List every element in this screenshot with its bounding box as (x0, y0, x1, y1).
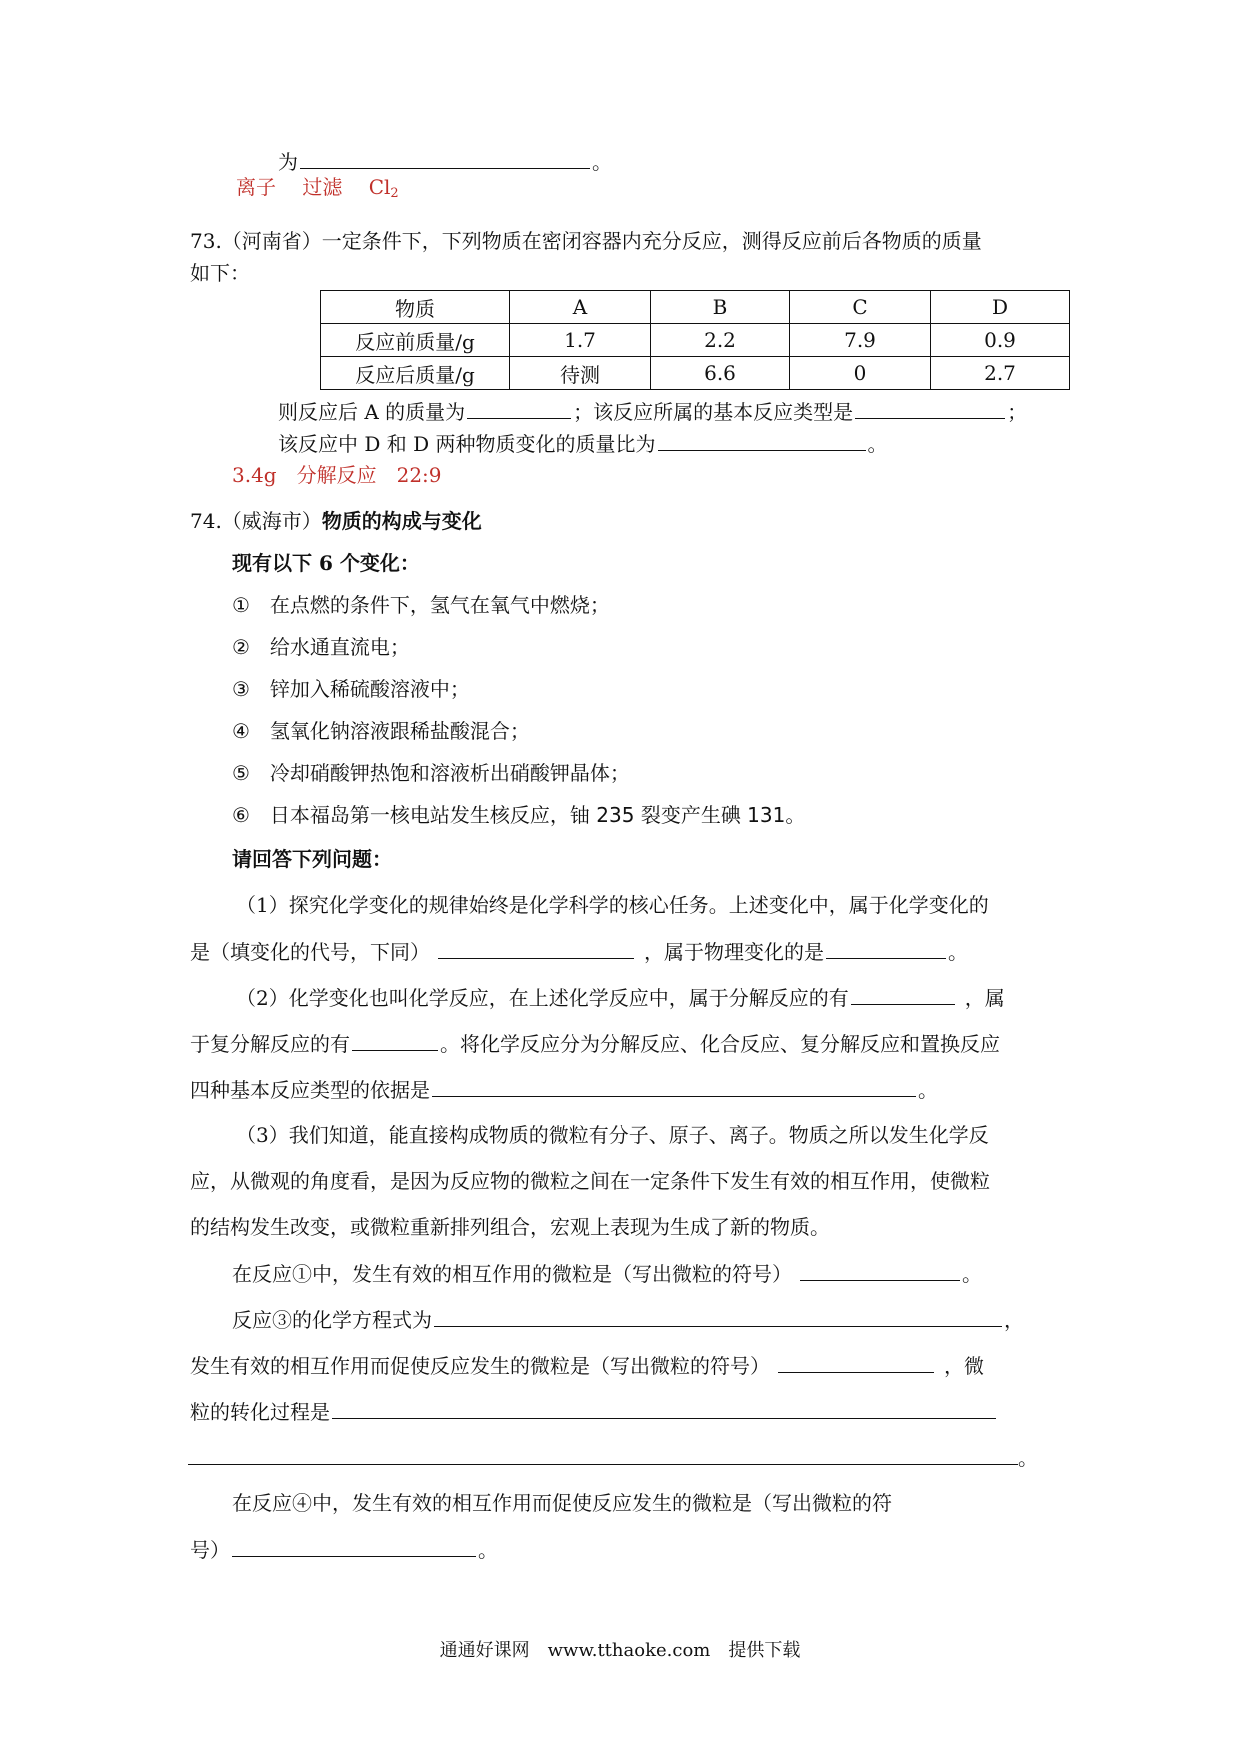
q74-title-bold: 物质的构成与变化 (321, 509, 482, 533)
table-cell: 反应前质量/g (321, 324, 510, 357)
q74-p2-text-e: 四种基本反应类型的依据是 (190, 1078, 430, 1102)
q73-q2-end: ； (1007, 400, 1028, 424)
table-header-cell: A (510, 291, 651, 324)
table-cell: 1.7 (510, 324, 651, 357)
q72-answer-line (278, 148, 612, 175)
table-cell: 待测 (510, 357, 651, 390)
q73-mass-table (320, 290, 1070, 390)
q74-r1-line (232, 1260, 982, 1287)
q74-r1-end: 。 (962, 1262, 982, 1286)
q74-title-prefix: 74.（威海市） (190, 509, 322, 533)
answer-blank[interactable] (438, 938, 634, 959)
q72-line-prefix: 为 (278, 150, 298, 174)
answer-blank[interactable] (826, 938, 946, 959)
q74-r3-line4-end: 。 (1018, 1446, 1038, 1470)
q74-p1-text-c: 。 (948, 940, 968, 964)
list-item: ④ 氢氧化钠溶液跟稀盐酸混合； (232, 719, 530, 743)
q74-r3-end: ， (1004, 1308, 1024, 1332)
q72-answer-1: 离子 (236, 175, 276, 199)
answer-blank[interactable] (434, 1306, 1002, 1327)
q74-p3-line1: （3）我们知道，能直接构成物质的微粒有分子、原子、离子。物质之所以发生化学反 (236, 1123, 989, 1147)
q72-answer-2: 过滤 (302, 175, 343, 199)
answer-blank[interactable] (352, 1030, 438, 1051)
table-cell: 6.6 (651, 357, 790, 390)
table-cell: 0 (790, 357, 931, 390)
answer-blank[interactable] (467, 398, 571, 419)
list-item: ⑥ 日本福岛第一核电站发生核反应，铀 235 裂变产生碘 131。 (232, 803, 806, 827)
table-cell: 2.7 (931, 357, 1070, 390)
q74-p1-text-b: ，属于物理变化的是 (644, 940, 824, 964)
q74-r3-text-b: 发生有效的相互作用而促使反应发生的微粒是（写出微粒的符号） (190, 1354, 770, 1378)
q72-answer-3: $Cl_2$ (368, 175, 399, 201)
q74-p2-text-d: 。将化学反应分为分解反应、化合反应、复分解反应和置换反应 (440, 1032, 1000, 1056)
q72-answers (236, 174, 399, 207)
table-cell: 2.2 (651, 324, 790, 357)
q72-line-suffix: 。 (592, 150, 612, 174)
answer-blank[interactable] (778, 1352, 934, 1373)
list-item: ③ 锌加入稀硫酸溶液中； (232, 677, 470, 701)
table-header-cell: C (790, 291, 931, 324)
q74-p2-line3 (190, 1076, 938, 1103)
answer-blank[interactable] (188, 1444, 1018, 1465)
table-cell: 反应后质量/g (321, 357, 510, 390)
q74-p2-text-a: （2）化学变化也叫化学反应，在上述化学反应中，属于分解反应的有 (236, 986, 849, 1010)
q74-r3-line4 (188, 1444, 1038, 1471)
q74-p3-line3: 的结构发生改变，或微粒重新排列组合，宏观上表现为生成了新的物质。 (190, 1215, 830, 1239)
q74-r1-text: 在反应①中，发生有效的相互作用的微粒是（写出微粒的符号） (232, 1262, 792, 1286)
list-item: ① 在点燃的条件下，氢气在氧气中燃烧； (232, 593, 610, 617)
q74-r3-text-d: 粒的转化过程是 (190, 1400, 330, 1424)
answer-blank[interactable] (232, 1536, 476, 1557)
q74-ask: 请回答下列问题： (232, 847, 392, 871)
q73-q1-text: 则反应后 A 的质量为 (278, 400, 466, 424)
answer-blank[interactable] (658, 430, 866, 451)
q73-q3-text: 该反应中 D 和 D 两种物质变化的质量比为 (278, 432, 656, 456)
q73-q3-end: 。 (867, 432, 888, 456)
answer-blank[interactable] (300, 148, 590, 169)
q73-q2-text: ；该反应所属的基本反应类型是 (573, 400, 854, 424)
q74-r3-line1 (232, 1306, 1024, 1333)
q74-p3-line2: 应，从微观的角度看，是因为反应物的微粒之间在一定条件下发生有效的相互作用，使微粒 (190, 1169, 990, 1193)
q74-r3-text: 反应③的化学方程式为 (232, 1308, 432, 1332)
table-row (321, 324, 1070, 357)
answer-blank[interactable] (855, 398, 1005, 419)
table-cell: 7.9 (790, 324, 931, 357)
q74-r3-line3 (190, 1398, 998, 1425)
q73-answer: 3.4g 分解反应 22:9 (232, 463, 442, 487)
q74-p2-line1 (236, 984, 1005, 1011)
page-footer: 通通好课网 www.tthaoke.com 提供下载 (439, 1640, 801, 1661)
q74-r3-line2 (190, 1352, 984, 1379)
q73-question-line1 (278, 398, 1027, 425)
q74-p2-line2 (190, 1030, 1000, 1057)
table-row (321, 357, 1070, 390)
table-header-cell: D (931, 291, 1070, 324)
q74-p1-line1: （1）探究化学变化的规律始终是化学科学的核心任务。上述变化中，属于化学变化的 (236, 893, 989, 917)
list-item: ⑤ 冷却硝酸钾热饱和溶液析出硝酸钾晶体； (232, 761, 630, 785)
q74-p2-text-b: ，属 (964, 986, 1005, 1010)
q74-intro: 现有以下 6 个变化： (232, 551, 420, 575)
table-cell: 0.9 (931, 324, 1070, 357)
table-header-row (321, 291, 1070, 324)
table-header-cell: 物质 (321, 291, 510, 324)
q74-p2-text-c: 于复分解反应的有 (190, 1032, 350, 1056)
q73-stem-line2: 如下： (190, 261, 250, 285)
answer-blank[interactable] (851, 984, 955, 1005)
q73-question-line2 (278, 430, 888, 457)
q74-title (190, 508, 482, 534)
list-item: ② 给水通直流电； (232, 635, 410, 659)
q74-p1-line2 (190, 938, 968, 965)
table-header-cell: B (651, 291, 790, 324)
answer-blank[interactable] (332, 1398, 996, 1419)
q74-r4-line1: 在反应④中，发生有效的相互作用而促使反应发生的微粒是（写出微粒的符 (232, 1491, 892, 1515)
q74-p2-text-f: 。 (918, 1078, 938, 1102)
q74-p1-text-a: 是（填变化的代号，下同） (190, 940, 430, 964)
answer-blank[interactable] (800, 1260, 960, 1281)
q74-r4-text: 号） (190, 1538, 230, 1562)
answer-blank[interactable] (432, 1076, 916, 1097)
q73-stem-line1: 73.（河南省）一定条件下，下列物质在密闭容器内充分反应，测得反应前后各物质的质量 (190, 229, 982, 253)
q74-r4-end: 。 (478, 1538, 498, 1562)
q74-r4-line2 (190, 1536, 498, 1563)
q74-r3-text-c: ，微 (944, 1354, 984, 1378)
